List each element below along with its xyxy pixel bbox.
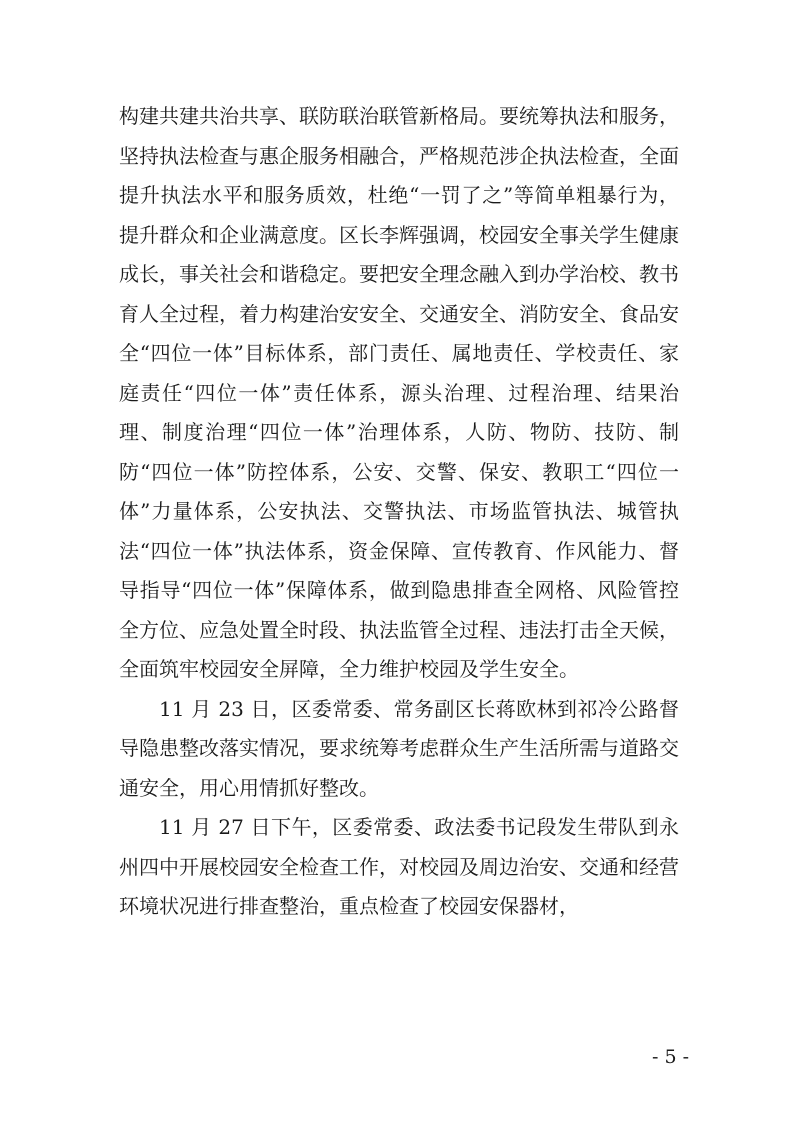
paragraph-continued: 构建共建共治共享、联防联治联管新格局。要统筹执法和服务，坚持执法检查与惠企服务相融合，严格规范涉企执法检查，全面提升执法水平和服务质效，杜绝“一罚了之”等简单粗暴行为，提升群众和企业满意度。区长李辉强调，校园安全事关学生健康成长，事关社会和谐稳定。要把安全理念融入到办学治校、教书育人全过程，着力构建治安安全、交通安全、消防安全、食品安全“四位一体”目标体系，部门责任、属地责任、学校责任、家庭责任“四位一体”责任体系，源头治理、过程治理、结果治理、制度治理“四位一体”治理体系，人防、物防、技防、制防“四位一体”防控体系，公安、交警、保安、教职工“四位一体”力量体系，公安执法、交警执法、市场监管执法、城管执法“四位一体”执法体系，资金保障、宣传教育、作风能力、督导指导“四位一体”保障体系，做到隐患排查全网格、风险管控全方位、应急处置全时段、执法监管全过程、违法打击全天候，全面筑牢校园安全屏障，全力维护校园及学生安全。 [119,104,679,681]
paragraph-nov-27: 11 月 27 日下午，区委常委、政法委书记段发生带队到永州四中开展校园安全检查工作，对校园及周边治安、交通和经营环境状况进行排查整治，重点检查了校园安保器材， [119,815,679,918]
paragraph-nov-23: 11 月 23 日，区委常委、常务副区长蒋欧林到祁冷公路督导隐患整改落实情况，要求统筹考虑群众生产生活所需与道路交通安全，用心用情抓好整改。 [119,696,679,800]
page-number: - 5 - [651,1046,689,1068]
document-body [119,97,679,927]
